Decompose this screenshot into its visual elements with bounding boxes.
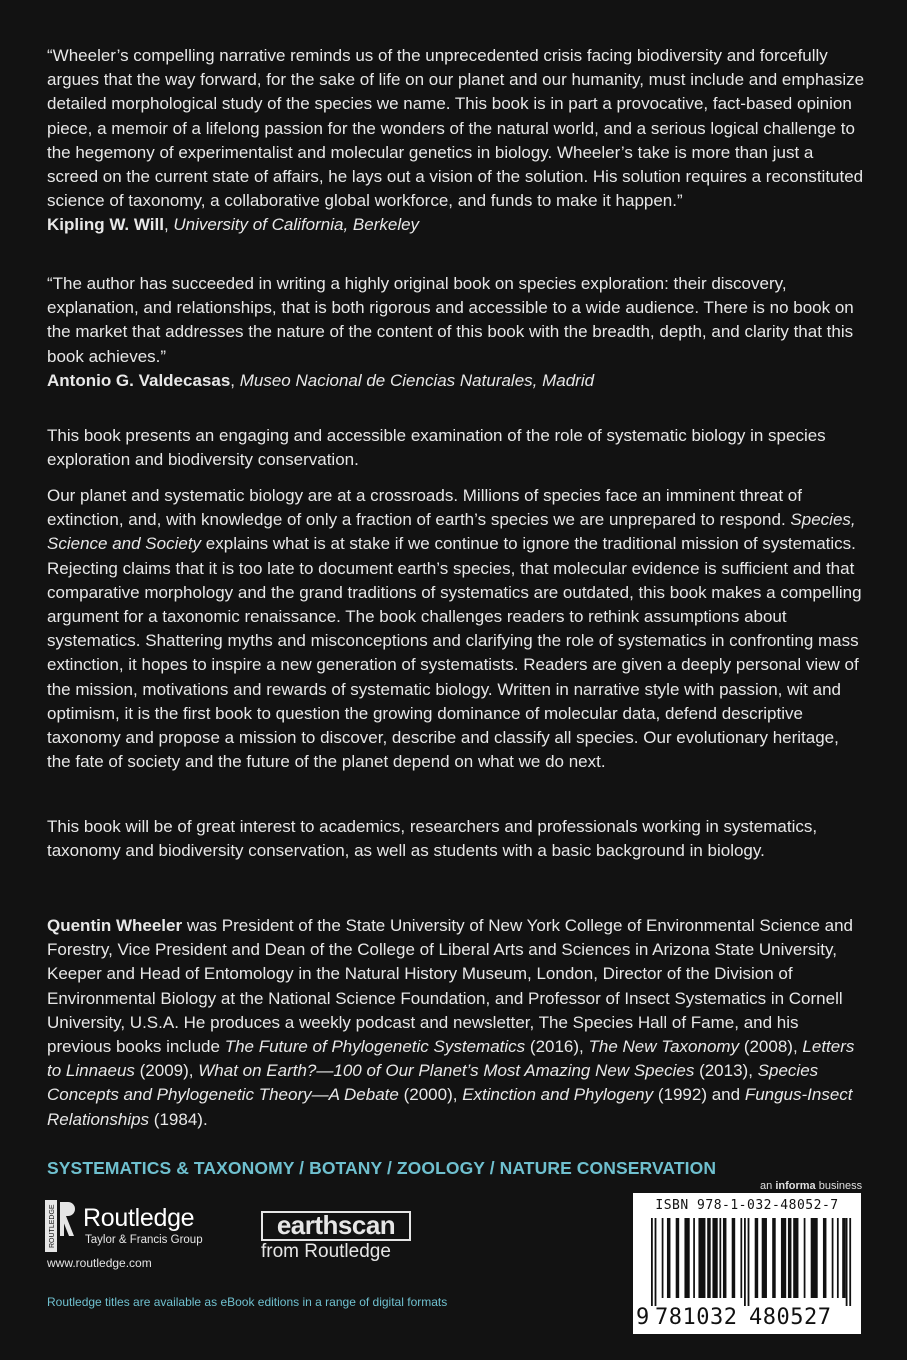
barcode-bar: [693, 1218, 695, 1298]
earthscan-logo: [261, 1211, 421, 1263]
quote-1-attribution: Kipling W. Will, University of California, Berkeley: [47, 215, 420, 235]
subject-categories: SYSTEMATICS & TAXONOMY / BOTANY / ZOOLOGY / NATURE CONSERVATION: [47, 1158, 717, 1178]
routledge-subtitle: Taylor & Francis Group: [85, 1234, 203, 1246]
quote-2-text: “The author has succeeded in writing a highly original book on species exploration: their discovery, explanation, and relationships, that is both rigorous and accessible to a wide audience. There is no book on the market that addresses the nature of the content of this book with the breadth, depth, and clarity that this book achieves.”: [47, 274, 854, 366]
svg-text:ROUTLEDGE: ROUTLEDGE: [49, 1204, 56, 1248]
barcode-bar: [849, 1218, 851, 1306]
informa-business-tag: an informa business: [760, 1180, 863, 1192]
earthscan-wordmark: earthscan: [261, 1211, 411, 1241]
ebook-note: Routledge titles are available as eBook editions in a range of digital formats: [47, 1295, 448, 1309]
endorsement-quote-2: [47, 272, 867, 393]
barcode-bar: [762, 1218, 767, 1298]
audience-paragraph: This book will be of great interest to academics, researchers and professionals working in systematics, taxonomy and biodiversity conservation, as well as students with a basic background in biology.: [47, 817, 818, 861]
barcode-bar: [823, 1218, 827, 1298]
barcode-bar: [707, 1218, 711, 1298]
book-title: Species, Science and Society: [47, 510, 856, 554]
barcode-bar: [744, 1218, 746, 1306]
barcode-bar: [712, 1218, 717, 1298]
barcode-bar: [832, 1218, 834, 1298]
barcode-bar: [846, 1218, 848, 1306]
quote-2-author: Antonio G. Valdecasas: [47, 370, 231, 390]
barcode-bar: [837, 1218, 839, 1298]
author-bio: Quentin Wheeler was President of the State University of New York College of Environmental Science and Forestry, Vice President and Dean of the College of Liberal Arts and Sciences in Arizona State University, Keeper and Head of Entomology in the Natural History Museum, London, Director of the Division of Environmental Biology at the National Science Foundation, and Professor of Insect Systematics in Cornell University, U.S.A. He produces a weekly podcast and newsletter, The Species Hall of Fame, and his previous books include The Future of Phylogenetic Systematics (2016), The New Taxonomy (2008), Letters to Linnaeus (2009), What on Earth?—100 of Our Planet’s Most Amazing New Species (2013), Species Concepts and Phylogenetic Theory—A Debate (2000), Extinction and Phylogeny (1992) and Fungus-Insect Relationships (1984).: [47, 916, 855, 1129]
earthscan-subtitle: from Routledge: [261, 1241, 391, 1262]
barcode-bar: [676, 1218, 680, 1298]
intro-paragraph: This book presents an engaging and accessible examination of the role of systematic biology in species exploration and biodiversity conservation.: [47, 426, 826, 470]
barcode-bar: [723, 1218, 727, 1298]
routledge-url: www.routledge.com: [47, 1256, 152, 1270]
barcode-bar: [748, 1218, 750, 1306]
barcode-bar: [788, 1218, 792, 1298]
barcode-bar: [732, 1218, 736, 1298]
barcode-bars: [641, 1218, 855, 1306]
barcode-bar: [698, 1218, 705, 1298]
barcode-bar: [804, 1218, 806, 1298]
barcode-bar: [684, 1218, 689, 1298]
routledge-mark-icon: [45, 1200, 75, 1252]
barcode-bar: [781, 1218, 786, 1298]
barcode-bar: [740, 1218, 742, 1298]
routledge-name: Routledge: [83, 1204, 195, 1232]
isbn-barcode: ISBN 978-1-032-48052-7 9 781032 480527: [633, 1193, 861, 1334]
barcode-bar: [651, 1218, 653, 1306]
description-paragraph: Our planet and systematic biology are at a crossroads. Millions of species face an imminent threat of extinction, and, with knowledge of only a fraction of earth’s species we are unprepared to respond. Species, Science and Society explains what is at stake if we continue to ignore the traditional mission of systematics. Rejecting claims that it is too late to document earth’s species, that molecular evidence is sufficient and that comparative morphology and the grand traditions of systematics are outdated, this book makes a compelling argument for a taxonomic renaissance. The book challenges readers to rethink assumptions about systematics. Shattering myths and misconceptions and clarifying the role of systematics in confronting mass extinction, it hopes to inspire a new generation of systematists. Readers are given a deeply personal view of the mission, motivations and rewards of systematic biology. Written in narrative style with passion, wit and optimism, it is the first book to question the growing dominance of molecular data, defend descriptive taxonomy and propose a mission to discover, describe and classify all species. Our evolutionary heritage, the fate of society and the future of the planet depend on what we do next.: [47, 486, 862, 772]
barcode-bar: [842, 1218, 846, 1298]
quote-2-affiliation: Museo Nacional de Ciencias Naturales, Madrid: [239, 370, 595, 390]
quote-1-affiliation: University of California, Berkeley: [173, 215, 420, 235]
barcode-bar: [662, 1218, 664, 1298]
barcode-bar: [719, 1218, 721, 1298]
quote-1-author: Kipling W. Will: [47, 215, 164, 235]
isbn-label: ISBN 978-1-032-48052-7: [655, 1198, 839, 1213]
quote-2-attribution: Antonio G. Valdecasas, Museo Nacional de Ciencias Naturales, Madrid: [47, 370, 595, 390]
barcode-bar: [811, 1218, 818, 1298]
barcode-bar: [667, 1218, 671, 1298]
barcode-bar: [755, 1218, 759, 1298]
barcode-bar: [793, 1218, 798, 1298]
barcode-bar: [655, 1218, 657, 1306]
barcode-bar: [772, 1218, 776, 1298]
endorsement-quote-1: [47, 44, 867, 237]
author-name: Quentin Wheeler: [47, 916, 183, 935]
quote-1-text: “Wheeler’s compelling narrative reminds us of the unprecedented crisis facing biodiversity and forcefully argues that the way forward, for the sake of life on our planet and our humanity, must include and emphasize detailed morphological study of the species we name. This book is in part a provocative, fact-based opinion piece, a memoir of a lifelong passion for the wonders of the natural world, and a serious logical challenge to the hegemony of experimentalist and molecular genetics in biology. Wheeler’s take is more than just a screed on the current state of affairs, he lays out a vision of the solution. His solution requires a reconstituted science of taxonomy, a collaborative global workforce, and funds to make it happen.”: [47, 46, 865, 211]
